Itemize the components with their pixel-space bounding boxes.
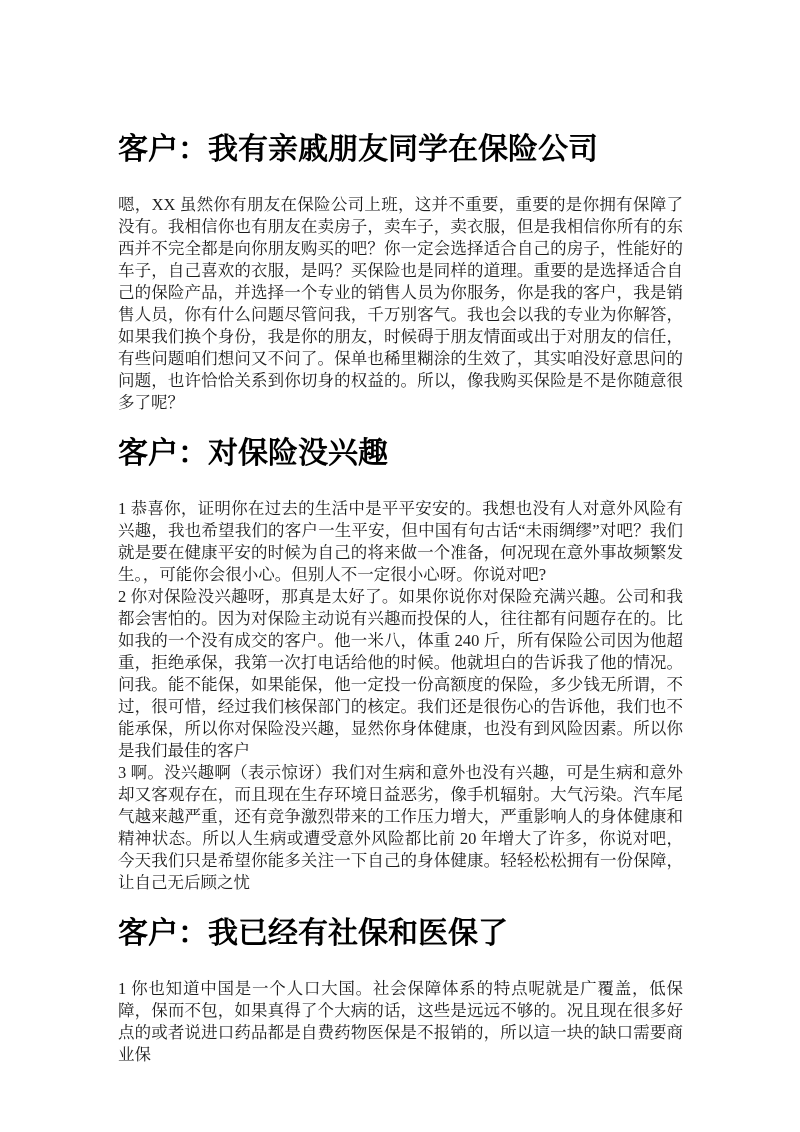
section-heading: 客户：对保险没兴趣: [118, 437, 388, 470]
paragraph: 2 你对保险没兴趣呀，那真是太好了。如果你说你对保险充满兴趣。公司和我都会害怕的。因为对保险主动说有兴趣而投保的人，往往都有问题存在的。比如我的一个没有成交的客户。他一米八，体重 240 斤，所有保险公司因为他超重，拒绝承保，我第一次打电话给他的时候。他就坦白的告诉我了他的情况。问我。能不能保，如果能保，他一定投一份高额度的保险，多少钱无所谓，不过，很可惜，经过我们核保部门的核定。我们还是很伤心的告诉他，我们也不能承保，所以你对保险没兴趣，显然你身体健康，也没有到风险因素。所以你是我们最佳的客户: [118, 587, 683, 760]
section-heading: 客户：我有亲戚朋友同学在保险公司: [118, 133, 598, 166]
section-no-interest: [118, 434, 683, 894]
paragraph: 1 你也知道中国是一个人口大国。社会保障体系的特点呢就是广覆盖，低保障，保而不包，如果真得了个大病的话，这些是远远不够的。况且现在很多好点的或者说进口药品都是自费药物医保是不报销的，所以這一块的缺口需要商业保: [118, 979, 683, 1064]
section-already-have-social-insurance: [118, 914, 683, 1066]
section-heading: 客户：我已经有社保和医保了: [118, 917, 508, 950]
paragraph: 嗯，XX 虽然你有朋友在保险公司上班，这并不重要，重要的是你拥有保障了没有。我相信你也有朋友在卖房子，卖车子，卖衣服，但是我相信你所有的东西并不完全都是向你朋友购买的吧？你一定会选择适合自己的房子，性能好的车子，自己喜欢的衣服，是吗？买保险也是同样的道理。重要的是选择适合自己的保险产品，并选择一个专业的销售人员为你服务，你是我的客户，我是销售人员，你有什么问题尽管问我，千万别客气。我也会以我的专业为你解答，如果我们换个身份，我是你的朋友，时候碍于朋友情面或出于对朋友的信任，有些问题咱们想问又不问了。保单也稀里糊涂的生效了，其实咱没好意思问的问题，也许恰恰关系到你切身的权益的。所以，像我购买保险是不是你随意很多了呢？: [118, 195, 683, 412]
section-friends-in-insurance: [118, 130, 683, 414]
paragraph: 1 恭喜你，证明你在过去的生活中是平平安安的。我想也没有人对意外风险有兴趣，我也希望我们的客户一生平安，但中国有句古话“未雨绸缪”对吧？我们就是要在健康平安的时候为自己的将来做一个准备，何况现在意外事故频繁发生。，可能你会很小心。但别人不一定很小心呀。你说对吧?: [118, 499, 683, 584]
paragraph: 3 啊。没兴趣啊（表示惊讶）我们对生病和意外也没有兴趣，可是生病和意外却又客观存在，而且现在生存环境日益恶劣，像手机辐射。大气污染。汽车尾气越来越严重，还有竞争激烈带来的工作压力增大，严重影响人的身体健康和精神状态。所以人生病或遭受意外风险都比前 20 年增大了许多，你说对吧，今天我们只是希望你能多关注一下自己的身体健康。轻轻松松拥有一份保障，让自己无后顾之忧: [118, 763, 683, 892]
